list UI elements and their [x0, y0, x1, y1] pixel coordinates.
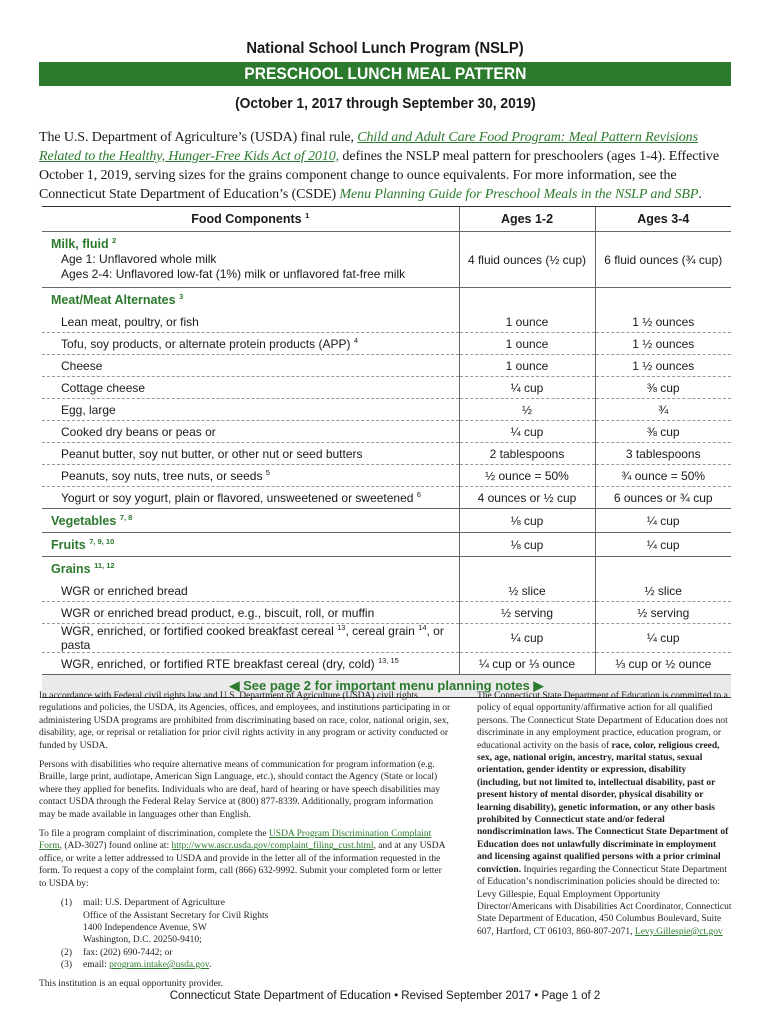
- table-row: [42, 602, 731, 624]
- grain-item-ages-3-4: ½ slice: [595, 580, 731, 602]
- grain-item-label: WGR or enriched bread: [42, 580, 459, 602]
- page-title: National School Lunch Program (NSLP): [246, 40, 524, 57]
- menu-notes-link[interactable]: ◀ See page 2 for important menu planning notes ▶: [42, 675, 731, 698]
- meat-item-ages-1-2: ¼ cup: [459, 377, 595, 399]
- grain-item-ages-1-2: ½ serving: [459, 602, 595, 624]
- intro-text-3: .: [698, 187, 702, 202]
- meat-item-ages-3-4: 1 ½ ounces: [595, 333, 731, 355]
- vegetables-heading: Vegetables $^{7, 8}$: [42, 509, 459, 533]
- submission-methods: [39, 897, 451, 971]
- meat-item-label: Cottage cheese: [42, 377, 459, 399]
- date-range: [0, 95, 770, 112]
- meat-item-ages-3-4: ¾ ounce = 50%: [595, 465, 731, 487]
- meat-item-ages-3-4: 6 ounces or ¾ cup: [595, 487, 731, 509]
- meal-pattern-table: [42, 206, 731, 698]
- method-mail: (1) mail: U.S. Department of Agriculture Office of the Assistant Secretary for Civil Rights 1400 Independence Avenue, SW Washington, D.C. 20250-9410;: [60, 898, 269, 946]
- grain-item-label: WGR, enriched, or fortified RTE breakfast cereal (dry, cold) $^{13, 15}$: [42, 653, 459, 675]
- grain-item-ages-1-2: ¼ cup or ⅓ ounce: [459, 653, 595, 675]
- header-ages-1-2: Ages 1-2: [459, 207, 595, 232]
- vegetables-ages-3-4: ¼ cup: [595, 509, 731, 533]
- grain-item-label: WGR, enriched, or fortified cooked breakfast cereal $^{13}$, cereal grain $^{14}$, or pasta: [42, 624, 459, 653]
- usda-nondiscrimination-notice: [39, 690, 451, 997]
- intro-paragraph: [39, 128, 733, 204]
- meat-item-ages-3-4: 1 ½ ounces: [595, 311, 731, 333]
- meat-item-label: Lean meat, poultry, or fish: [42, 311, 459, 333]
- meat-item-ages-3-4: 1 ½ ounces: [595, 355, 731, 377]
- table-row: [42, 487, 731, 509]
- vegetables-row: [42, 509, 731, 533]
- table-row: [42, 399, 731, 421]
- title-banner: [39, 62, 731, 86]
- meat-item-ages-3-4: ⅜ cup: [595, 377, 731, 399]
- table-row: [42, 465, 731, 487]
- table-row: [42, 311, 731, 333]
- meat-item-ages-1-2: 2 tablespoons: [459, 443, 595, 465]
- page-footer: Connecticut State Department of Education • Revised September 2017 • Page 1 of 2: [169, 990, 601, 1002]
- meat-items: [42, 311, 731, 509]
- milk-line-2: Ages 2-4: Unflavored low-fat (1%) milk or unflavored fat-free milk: [61, 267, 406, 281]
- meat-item-ages-1-2: 1 ounce: [459, 311, 595, 333]
- fruits-heading: Fruits $^{7, 9, 10}$: [42, 533, 459, 557]
- grain-item-ages-3-4: ¼ cup: [595, 624, 731, 653]
- grain-item-label: WGR or enriched bread product, e.g., biscuit, roll, or muffin: [42, 602, 459, 624]
- grains-heading-row: [42, 557, 731, 581]
- header-food-components: Food Components $^1$: [42, 207, 459, 232]
- vegetables-ages-1-2: ⅛ cup: [459, 509, 595, 533]
- usda-paragraph-3: To file a program complaint of discrimination, complete the USDA Program Discrimination Complaint Form, (AD-3027) found online at: http://www.ascr.usda.gov/complaint_filing_cust.html, and at any USDA office, or write a letter addressed to USDA and provide in the letter all of the information requested in the form. To request a copy of the complaint form, call (866) 632-9992. Submit your completed form or letter to USDA by:: [39, 829, 446, 889]
- meat-item-ages-3-4: ¾: [595, 399, 731, 421]
- grain-item-ages-1-2: ½ slice: [459, 580, 595, 602]
- meat-item-label: Cheese: [42, 355, 459, 377]
- csde-nondiscrimination-notice: The Connecticut State Department of Education is committed to a policy of equal opportunity/affirmative action for all qualified persons. The Connecticut State Department of Education does not discriminate in any employment practice, education program, or educational activity on the basis of race, color, religious creed, sex, age, national origin, ancestry, marital status, sexual orientation, gender identity or expression, disability (including, but not limited to, intellectual disability, past or present history of mental disorder, physical disability or learning disability), genetic information, or any other basis prohibited by Connecticut state and/or federal nondiscrimination laws. The Connecticut State Department of Education does not unlawfully discriminate in employment and licensing against qualified persons with a prior criminal conviction. Inquiries regarding the Connecticut State Department of Education’s nondiscrimination policies should be directed to: Levy Gillespie, Equal Employment Opportunity Director/Americans with Disabilities Act Coordinator, Connecticut State Department of Education, 450 Columbus Boulevard, Suite 607, Hartford, CT 06103, 860-807-2071, Levy.Gillespie@ct.gov: [477, 691, 732, 937]
- menu-guide-link[interactable]: Menu Planning Guide for Preschool Meals in the NSLP and SBP: [339, 187, 699, 202]
- meat-item-ages-3-4: ⅜ cup: [595, 421, 731, 443]
- milk-heading: Milk, fluid $^2$: [51, 235, 117, 251]
- meat-item-ages-1-2: 1 ounce: [459, 355, 595, 377]
- fruits-ages-1-2: ⅛ cup: [459, 533, 595, 557]
- milk-ages-1-2: 4 fluid ounces (½ cup): [459, 232, 595, 288]
- fruits-ages-3-4: ¼ cup: [595, 533, 731, 557]
- header-ages-3-4: Ages 3-4: [595, 207, 731, 232]
- grains-heading: Grains $^{11, 12}$: [51, 560, 115, 576]
- meat-item-ages-1-2: ¼ cup: [459, 421, 595, 443]
- meat-item-label: Yogurt or soy yogurt, plain or flavored, unsweetened or sweetened $^6$: [42, 487, 459, 509]
- table-row: [42, 624, 731, 653]
- usda-paragraph-2: Persons with disabilities who require alternative means of communication for program information (e.g. Braille, large print, audiotape, American Sign Language, etc.), should contact the Agency (State or local) where they applied for benefits. Individuals who are deaf, hard of hearing or have speech disabilities may contact USDA through the Federal Relay Service at (800) 877-8339. Additionally, program information may be made available in languages other than English.: [39, 760, 440, 820]
- meat-item-ages-3-4: 3 tablespoons: [595, 443, 731, 465]
- table-header-row: [42, 207, 731, 232]
- intro-text-1: The U.S. Department of Agriculture’s (USDA) final rule,: [39, 130, 358, 145]
- usda-email-link[interactable]: program.intake@usda.gov: [109, 960, 210, 971]
- table-row: [42, 443, 731, 465]
- csde-email-link[interactable]: Levy.Gillespie@ct.gov: [634, 926, 723, 937]
- milk-line-1: Age 1: Unflavored whole milk: [61, 252, 217, 266]
- csde-protected-classes: race, color, religious creed, sex, age, national origin, ancestry, marital status, sexual orientation, gender identity or expression, disability (including, but not limited to, intellectual disability, past or present history of mental disorder, physical disability or learning disability), genetic information, or any other basis prohibited by Connecticut state and/or federal nondiscrimination laws. The Connecticut State Department of Education does not unlawfully discriminate in employment and licensing against qualified persons with a prior criminal conviction.: [477, 740, 729, 875]
- grain-item-ages-1-2: ¼ cup: [459, 624, 595, 653]
- meat-item-label: Tofu, soy products, or alternate protein products (APP) $^4$: [42, 333, 459, 355]
- method-email: (3) email: program.intake@usda.gov.: [60, 960, 212, 971]
- usda-paragraph-1: In accordance with Federal civil rights law and U.S. Department of Agriculture (USDA) civil rights regulations and policies, the USDA, its Agencies, offices, and employees, and institutions participating in or administering USDA programs are prohibited from discriminating based on race, color, national origin, sex, disability, age, or reprisal or retaliation for prior civil rights activity in any program or activity conducted or funded by USDA.: [39, 691, 451, 751]
- meat-item-label: Egg, large: [42, 399, 459, 421]
- grains-items: [42, 580, 731, 675]
- meat-item-ages-1-2: ½ ounce = 50%: [459, 465, 595, 487]
- rule-link[interactable]: Child and Adult Care Food Program: Meal Pattern Revisions Related to the Healthy, Hunger-Free Kids Act of 2010,: [39, 130, 698, 164]
- grain-item-ages-3-4: ½ serving: [595, 602, 731, 624]
- equal-opportunity-statement: This institution is an equal opportunity provider.: [39, 978, 223, 989]
- meat-item-ages-1-2: ½: [459, 399, 595, 421]
- table-row: [42, 653, 731, 675]
- table-row: [42, 580, 731, 602]
- milk-ages-3-4: 6 fluid ounces (¾ cup): [595, 232, 731, 288]
- date-range-text: (October 1, 2017 through September 30, 2019): [234, 95, 536, 112]
- complaint-form-link[interactable]: USDA Program Discrimination Complaint Form: [39, 829, 432, 852]
- table-row: [42, 421, 731, 443]
- milk-row: [42, 232, 731, 288]
- meat-item-ages-1-2: 4 ounces or ½ cup: [459, 487, 595, 509]
- meat-heading: Meat/Meat Alternates $^3$: [51, 291, 184, 307]
- method-fax: (2) fax: (202) 690-7442; or: [60, 947, 173, 958]
- milk-description: [42, 232, 459, 288]
- grain-item-ages-3-4: ⅓ cup or ½ ounce: [595, 653, 731, 675]
- meat-item-label: Peanut butter, soy nut butter, or other nut or seed butters: [42, 443, 459, 465]
- meat-item-label: Peanuts, soy nuts, tree nuts, or seeds $^5$: [42, 465, 459, 487]
- table-row: [42, 377, 731, 399]
- complaint-url-link[interactable]: http://www.ascr.usda.gov/complaint_filing_cust.html: [171, 841, 374, 852]
- table-row: [42, 333, 731, 355]
- banner-text: PRESCHOOL LUNCH MEAL PATTERN: [243, 64, 527, 83]
- meat-item-label: Cooked dry beans or peas or: [42, 421, 459, 443]
- fruits-row: [42, 533, 731, 557]
- intro-text-2: defines the NSLP meal pattern for preschoolers (ages 1-4). Effective October 1, 2019, serving sizes for the grains component change to ounce equivalents. For more information, see the Connecticut State Department of Education’s (CSDE): [39, 149, 719, 202]
- table-row: [42, 355, 731, 377]
- meat-item-ages-1-2: 1 ounce: [459, 333, 595, 355]
- meat-heading-row: [42, 288, 731, 312]
